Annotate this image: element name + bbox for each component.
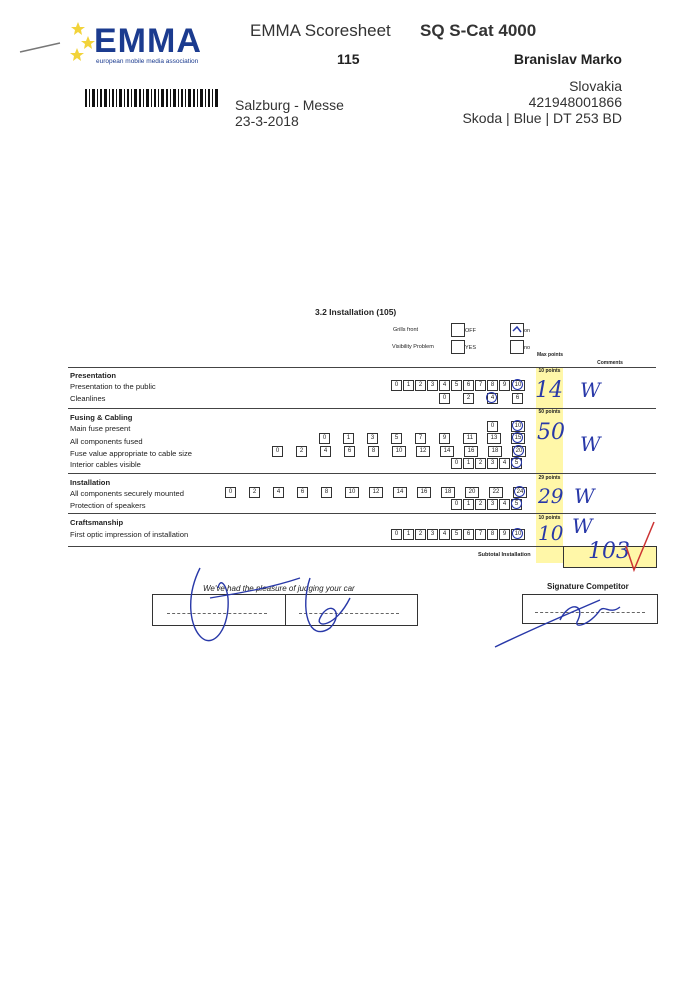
divider (68, 367, 656, 368)
scale-cell[interactable]: 2 (463, 393, 474, 404)
max-points-header: Max points (536, 352, 564, 358)
circled-mark (512, 432, 523, 443)
circled-mark (511, 498, 522, 509)
scale-cell[interactable]: 7 (415, 433, 426, 444)
comment-mark: W (580, 432, 601, 456)
scale-cell[interactable]: 1 (403, 529, 414, 540)
competitor-signature (490, 585, 640, 655)
signature-label: Signature Competitor (547, 582, 629, 591)
scale-cell[interactable]: 4 (499, 458, 510, 469)
scale-cell[interactable]: 11 (463, 433, 477, 444)
comments-header: Comments (597, 360, 623, 366)
score-value: 50 (537, 420, 565, 445)
group-title-presentation: Presentation (70, 371, 116, 380)
scale-cell[interactable]: 4 (320, 446, 331, 457)
scale-cell[interactable]: 0 (319, 433, 330, 444)
scale-cell[interactable]: 3 (427, 380, 438, 391)
scale-cell[interactable]: 5 (451, 380, 462, 391)
visibility-no-checkbox[interactable] (510, 340, 524, 354)
scale-cell[interactable]: 10 (511, 529, 525, 540)
scale-cell[interactable]: 4 (273, 487, 284, 498)
scale-cell[interactable]: 9 (499, 380, 510, 391)
item-label: First optic impression of installation (70, 530, 189, 539)
scale-cell[interactable]: 10 (511, 421, 525, 432)
circled-mark (512, 379, 523, 390)
country: Slovakia (569, 78, 622, 94)
scale-cell[interactable]: 4 (439, 529, 450, 540)
scale-cell[interactable]: 8 (487, 380, 498, 391)
competitor-name: Branislav Marko (513, 51, 622, 67)
circled-mark (512, 528, 523, 539)
doc-title: EMMA Scoresheet (250, 21, 391, 40)
judge-signature (180, 558, 370, 658)
circled-mark (486, 392, 497, 403)
grills-off-checkbox[interactable] (451, 323, 465, 337)
group-title-fusing: Fusing & Cabling (70, 413, 133, 422)
scale-cell[interactable]: 0 (451, 499, 462, 510)
pleasure-text: We've had the pleasure of judging your car (203, 584, 355, 593)
comment-mark: W (572, 514, 593, 538)
group-title-installation: Installation (70, 478, 111, 487)
category: SQ S-Cat 4000 (420, 21, 537, 40)
scale-cell[interactable]: 12 (369, 487, 383, 498)
scale-cell[interactable]: 3 (487, 458, 498, 469)
scale-cell[interactable]: 2 (249, 487, 260, 498)
scale-cell[interactable]: 0 (487, 421, 498, 432)
circled-mark (514, 486, 525, 497)
scale-cell[interactable]: 2 (475, 458, 486, 469)
scale-cell[interactable]: 5 (451, 529, 462, 540)
scale-cell[interactable]: 15 (511, 433, 525, 444)
scale-cell[interactable]: 5 (511, 499, 522, 510)
scale-cell[interactable]: 4 (499, 499, 510, 510)
competitor-number: 115 (337, 51, 360, 67)
circled-mark (511, 457, 522, 468)
scale-cell[interactable]: 8 (487, 529, 498, 540)
score-value: 14 (535, 378, 563, 403)
scale-cell[interactable]: 20 (512, 446, 526, 457)
circled-mark (513, 445, 524, 456)
scale-cell[interactable]: 0 (451, 458, 462, 469)
max-points-label: 10 points (538, 368, 561, 374)
barcode (85, 89, 220, 107)
section-title: 3.2 Installation (105) (315, 307, 397, 317)
scale-cell[interactable]: 4 (487, 393, 498, 404)
scale-cell[interactable]: 6 (297, 487, 308, 498)
scale-cell[interactable]: 6 (463, 380, 474, 391)
scale-cell[interactable]: 8 (368, 446, 379, 457)
scale-cell[interactable]: 10 (511, 380, 525, 391)
divider (68, 408, 656, 409)
vehicle: Skoda | Blue | DT 253 BD (462, 110, 622, 126)
scale-cell[interactable]: 2 (415, 380, 426, 391)
visibility-label: Visibility Problem (392, 344, 434, 350)
stars-icon (68, 20, 96, 64)
logo-text: EMMA (94, 22, 202, 60)
scale-cell[interactable]: 6 (512, 393, 523, 404)
item-label: All components securely mounted (70, 489, 184, 498)
max-points-label: 50 points (538, 409, 561, 415)
score-value: 10 (538, 521, 564, 545)
scale-cell[interactable]: 3 (427, 529, 438, 540)
venue: Salzburg - Messe (235, 97, 344, 113)
scale-cell[interactable]: 1 (463, 458, 474, 469)
logo-subtitle: european mobile media association (96, 58, 199, 65)
comment-mark: W (574, 484, 595, 508)
scale-cell[interactable]: 12 (416, 446, 430, 457)
scale-cell[interactable]: 0 (391, 529, 402, 540)
scale-cell[interactable]: 24 (513, 487, 527, 498)
max-points-label: 10 points (538, 515, 561, 521)
scale-cell[interactable]: 2 (296, 446, 307, 457)
scale-cell[interactable]: 7 (475, 529, 486, 540)
scale-cell[interactable]: 16 (464, 446, 478, 457)
scale-cell[interactable]: 0 (439, 393, 450, 404)
grills-off-label: OFF (465, 328, 476, 334)
visibility-yes-label: YES (465, 345, 477, 351)
subtotal-label: Subtotal Installation (478, 552, 531, 558)
scale-cell[interactable]: 14 (440, 446, 454, 457)
grills-on-checkbox[interactable] (510, 323, 524, 337)
scale-cell[interactable]: 7 (475, 380, 486, 391)
item-label: Main fuse present (70, 424, 131, 433)
visibility-no-label: no (524, 345, 531, 351)
scale-cell[interactable]: 18 (488, 446, 502, 457)
item-label: Cleanlines (70, 394, 106, 403)
scale-cell[interactable]: 9 (499, 529, 510, 540)
score-value: 29 (538, 484, 564, 508)
divider (68, 473, 656, 474)
item-label: Interior cables visible (70, 460, 141, 469)
scale-cell[interactable]: 1 (343, 433, 354, 444)
scale-cell[interactable]: 2 (475, 499, 486, 510)
scale-cell[interactable]: 22 (489, 487, 503, 498)
item-label: Protection of speakers (70, 501, 146, 510)
scale-cell[interactable]: 5 (391, 433, 402, 444)
divider (68, 513, 656, 514)
scale-cell[interactable]: 2 (415, 529, 426, 540)
date: 23-3-2018 (235, 113, 299, 129)
comment-mark: W (580, 378, 601, 402)
item-label: Fuse value appropriate to cable size (70, 449, 192, 458)
scale-cell[interactable]: 6 (463, 529, 474, 540)
grills-on-label: on (524, 328, 531, 334)
scale-cell[interactable]: 8 (321, 487, 332, 498)
scale-cell[interactable]: 4 (439, 380, 450, 391)
item-label: All components fused (70, 437, 143, 446)
scale-cell[interactable]: 3 (487, 499, 498, 510)
scale-cell[interactable]: 13 (487, 433, 501, 444)
approval-tick (620, 516, 660, 572)
item-label: Presentation to the public (70, 382, 156, 391)
scale-cell[interactable]: 6 (344, 446, 355, 457)
scale-cell[interactable]: 1 (463, 499, 474, 510)
scale-cell[interactable]: 10 (345, 487, 359, 498)
pen-mark (18, 40, 63, 56)
scale-cell[interactable]: 20 (465, 487, 479, 498)
grills-label: Grills front (393, 327, 419, 333)
scale-cell[interactable]: 3 (367, 433, 378, 444)
scale-cell[interactable]: 9 (439, 433, 450, 444)
max-points-label: 29 points (538, 475, 561, 481)
logo (68, 20, 228, 70)
visibility-yes-checkbox[interactable] (451, 340, 465, 354)
scale-cell[interactable]: 0 (272, 446, 283, 457)
subtotal-value: 103 (588, 539, 630, 564)
scale-cell[interactable]: 0 (391, 380, 402, 391)
scale-cell[interactable]: 18 (441, 487, 455, 498)
scale-cell[interactable]: 16 (417, 487, 431, 498)
scale-cell[interactable]: 5 (511, 458, 522, 469)
scale-cell[interactable]: 1 (403, 380, 414, 391)
group-title-craftsmanship: Craftsmanship (70, 518, 124, 527)
id-number: 421948001866 (528, 94, 622, 110)
scale-cell[interactable]: 0 (225, 487, 236, 498)
check-mark-icon (511, 325, 523, 337)
circled-mark (512, 420, 523, 431)
scale-cell[interactable]: 10 (392, 446, 406, 457)
scale-cell[interactable]: 14 (393, 487, 407, 498)
